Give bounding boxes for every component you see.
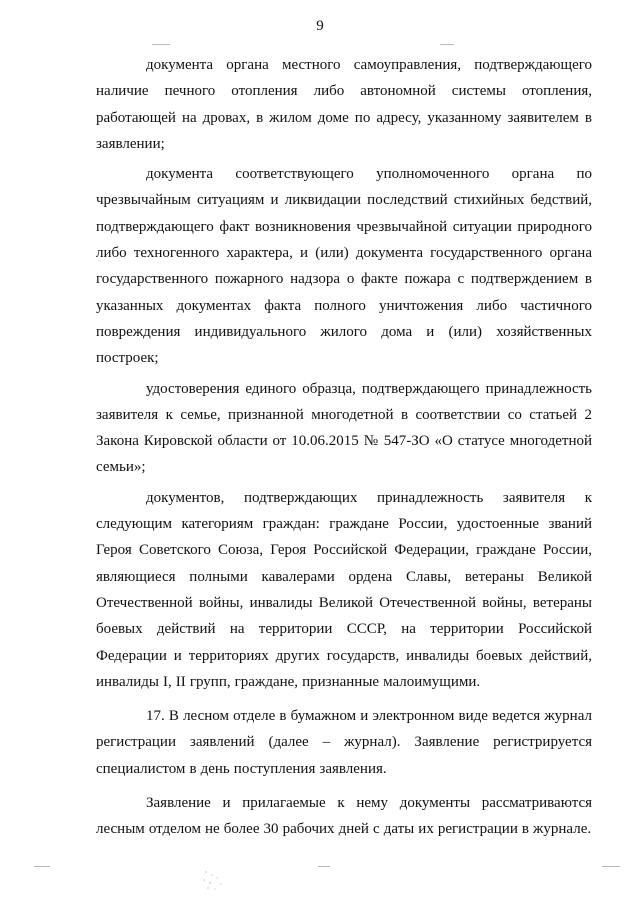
scan-speck bbox=[602, 866, 620, 867]
paragraph-citizen-categories-documents: документов, подтверждающих принадлежность заявителя к следующим категориям граждан: граждане России, удостоенные званий Героя Советского Союза, Героя Российской Федерации, граждане России, являющиеся полными кавалерами ордена Славы, ветераны Великой Отечественной войны, инвалиды Великой Отечественной войны, ветераны боевых действий на территории СССР, на территории Российской Федерации и территориях других государств, инвалиды боевых действий, инвалиды I, II групп, граждане, признанные малоимущими. bbox=[96, 489, 592, 690]
scan-speck bbox=[440, 44, 454, 45]
paragraph-registration-journal: 17. В лесном отделе в бумажном и электронном виде ведется журнал регистрации заявлений (далее – журнал). Заявление регистрируется специалистом в день поступления заявления. bbox=[96, 708, 592, 777]
scan-speck bbox=[34, 866, 50, 867]
scan-smudge bbox=[200, 868, 230, 892]
page-number: 9 bbox=[316, 18, 324, 34]
paragraph-large-family-certificate: удостоверения единого образца, подтверждающего принадлежность заявителя к семье, признанной многодетной в соответствии со статьей 2 Закона Кировской области от 10.06.2015 № 547-ЗО «О статусе многодетной семьи»; bbox=[96, 380, 592, 476]
scan-speck bbox=[318, 866, 330, 867]
document-body bbox=[96, 52, 592, 843]
paragraph-review-period: Заявление и прилагаемые к нему документы рассматриваются лесным отделом не более 30 рабочих дней с даты их регистрации в журнале. bbox=[96, 795, 592, 838]
scan-speck bbox=[152, 44, 170, 45]
paragraph-local-authority-document: документа органа местного самоуправления, подтверждающего наличие печного отопления либо автономной системы отопления, работающей на дровах, в жилом доме по адресу, указанному заявителем в заявлении; bbox=[96, 57, 592, 152]
paragraph-emergency-document: документа соответствующего уполномоченного органа по чрезвычайным ситуациям и ликвидации последствий стихийных бедствий, подтверждающего факт возникновения чрезвычайной ситуации природного либо техногенного характера, и (или) документа государственного органа государственного пожарного надзора о факте пожара с подтверждением в указанных документах факта полного уничтожения либо частичного повреждения индивидуального жилого дома и (или) хозяйственных построек; bbox=[96, 166, 592, 367]
